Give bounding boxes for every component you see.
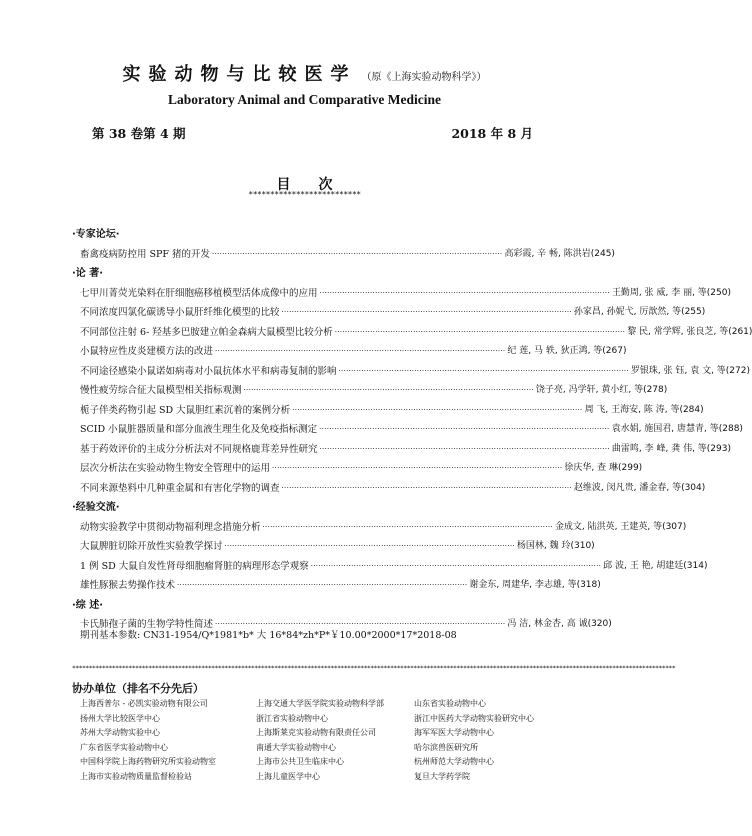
volume-issue: 第 38 卷第 4 期 — [92, 126, 186, 141]
article-title: 卡氏肺孢子菌的生物学特性简述 — [80, 619, 214, 630]
toc-entry[interactable] — [72, 303, 706, 323]
co-organizer-unit: 哈尔滨兽医研究所 — [414, 742, 478, 752]
article-title: 雄性豚猴去势操作技术 — [80, 580, 176, 591]
dot-leader: ··················································································································· — [212, 249, 503, 258]
toc-entry[interactable] — [72, 401, 704, 421]
article-authors-page: 金成文, 陆洪英, 王建英, 等(307) — [554, 521, 687, 532]
journal-parameters: 期刊基本参数: CN31-1954/Q*1981*b* 大 16*84*zh*P*￥10.00*2000*17*2018-08 — [80, 630, 457, 641]
article-title: 七甲川菁荧光染料在肝细胞癌移植模型活体成像中的应用 — [80, 287, 318, 299]
article-authors-page: 周 飞, 王海安, 陈 涛, 等(284) — [584, 404, 704, 415]
article-title: 动物实验教学中贯彻动物福利理念措施分析 — [80, 521, 261, 533]
toc-entry[interactable] — [72, 537, 595, 557]
article-authors-page: 黎 民, 常学辉, 张良芝, 等(261) — [627, 326, 752, 337]
article-authors-page: 冯 洁, 林金杏, 高 诚(320) — [507, 619, 612, 629]
article-title: 大鼠脾脏切除开放性实验教学探讨 — [80, 541, 223, 552]
article-authors-page: 王勤周, 张 威, 李 丽, 等(250) — [611, 287, 731, 298]
journal-title-en: Laboratory Animal and Comparative Medicine — [168, 92, 441, 107]
dot-leader: ··················································································································· — [281, 483, 572, 492]
toc-title: 目次 — [276, 177, 361, 193]
article-authors-page: 曲雷鸣, 李 峰, 龚 伟, 等(293) — [611, 443, 731, 454]
co-organizer-unit: 中国科学院上海药物研究所实验动物室 — [80, 757, 216, 767]
article-title: 基于药效评价的主成分分析法对不同规格鹿茸差异性研究 — [80, 443, 318, 455]
table-of-contents — [72, 225, 752, 635]
article-title: 小鼠特应性皮炎建模方法的改进 — [80, 346, 214, 357]
co-organizer-unit: 广东省医学实验动物中心 — [80, 742, 168, 752]
dot-leader: ··················································································································· — [224, 542, 515, 550]
co-organizers-title: 协办单位（排名不分先后） — [72, 682, 204, 695]
article-title: 层次分析法在实验动物生物安全管理中的运用 — [80, 463, 271, 474]
toc-entry[interactable] — [72, 557, 708, 577]
toc-entry[interactable] — [72, 518, 687, 538]
dot-leader: ··················································································································· — [338, 366, 629, 375]
toc-entry[interactable] — [72, 381, 668, 401]
co-organizer-unit: 苏州大学动物实验中心 — [80, 728, 160, 738]
article-authors-page: 袁水娟, 施国君, 唐慧青, 等(288) — [611, 424, 743, 434]
co-organizer-unit: 上海斯莱克实验动物有限责任公司 — [256, 728, 376, 738]
toc-section-heading: ·经验交流· — [72, 502, 120, 513]
article-title: 1 例 SD 大鼠自发性肾母细胞瘤肾脏的病理形态学观察 — [80, 560, 309, 572]
co-organizer-unit: 上海市公共卫生临床中心 — [256, 757, 344, 767]
dot-leader: ··················································································································· — [215, 620, 506, 628]
co-organizer-unit: 上海西普尔 - 必凯实验动物有限公司 — [80, 699, 208, 708]
article-authors-page: 罗银珠, 张 钰, 袁 文, 等(272) — [630, 365, 750, 376]
dot-leader: ··················································································································· — [292, 405, 583, 414]
co-organizer-unit: 上海市实验动物质量监督检验站 — [80, 771, 192, 781]
co-organizer-unit: 海军军医大学动物中心 — [414, 728, 494, 738]
co-organizer-unit: 复旦大学药学院 — [414, 771, 470, 781]
dot-leader: ··················································································································· — [215, 347, 506, 355]
dot-leader: ··················································································································· — [310, 561, 602, 570]
toc-entry[interactable] — [72, 323, 752, 343]
toc-entry[interactable] — [72, 440, 731, 460]
co-organizer-unit: 浙江省实验动物中心 — [256, 713, 328, 723]
article-authors-page: 孙家昌, 孙妮弋, 厉歆然, 等(255) — [573, 307, 706, 317]
toc-entry[interactable] — [72, 284, 731, 304]
co-organizer-unit: 上海交通大学医学院实验动物科学部 — [256, 699, 384, 708]
article-title: 慢性疲劳综合征大鼠模型相关指标观测 — [80, 385, 242, 396]
toc-entry[interactable] — [72, 479, 706, 499]
toc-section-heading: ·综 述· — [72, 599, 104, 611]
article-title: 不同部位注射 6- 羟基多巴胺建立帕金森病大鼠模型比较分析 — [80, 326, 333, 338]
toc-entry[interactable] — [72, 245, 615, 265]
issue-date: 2018 年 8 月 — [451, 126, 533, 141]
co-organizer-unit: 山东省实验动物中心 — [414, 699, 486, 708]
article-title: 栀子伴类药物引起 SD 大鼠胆红素沉着的案例分析 — [80, 404, 291, 416]
dot-leader: ··················································································································· — [262, 522, 553, 531]
former-name: （原《上海实验动物科学》） — [361, 72, 487, 83]
toc-entry[interactable] — [72, 420, 743, 440]
article-authors-page: 赵维波, 闵凡贵, 潘金春, 等(304) — [573, 482, 706, 493]
toc-entry[interactable] — [72, 362, 750, 382]
journal-name: 实验动物与比较医学 — [122, 64, 357, 85]
journal-title-cn — [0, 60, 609, 86]
dot-leader: ··················································································································· — [243, 386, 534, 394]
article-authors-page: 高彩霞, 辛 畅, 陈洪岩(245) — [504, 248, 615, 259]
toc-title-underline: ************************** — [248, 190, 361, 199]
article-authors-page: 纪 莲, 马 轶, 狄正鸿, 等(267) — [507, 346, 627, 356]
dot-leader: ··················································································································· — [177, 581, 468, 589]
toc-section-heading: ·专家论坛· — [72, 229, 120, 240]
toc-entry[interactable] — [72, 459, 643, 479]
article-title: 畜禽疫病防控用 SPF 猪的开发 — [80, 248, 211, 260]
article-title: 不同浓度四氯化碳诱导小鼠肝纤维化模型的比较 — [80, 307, 280, 318]
article-title: SCID 小鼠脏器质量和部分血液生理生化及免疫指标测定 — [80, 424, 318, 435]
star-divider: ************************************************************************************************************************************************************************************** — [72, 664, 676, 672]
dot-leader: ··················································································································· — [319, 425, 610, 433]
co-organizer-unit: 上海儿童医学中心 — [256, 771, 320, 781]
article-authors-page: 邱 波, 王 艳, 胡建廷(314) — [603, 560, 708, 571]
toc-section-heading: ·论 著· — [72, 268, 104, 279]
co-organizers-list — [80, 697, 560, 784]
article-title: 不同来源垫料中几种重金属和有害化学物的调查 — [80, 482, 280, 494]
toc-entry[interactable] — [72, 342, 627, 362]
article-authors-page: 谢金东, 周建华, 李志雄, 等(318) — [469, 580, 601, 590]
co-organizer-unit: 杭州师范大学动物中心 — [414, 757, 494, 767]
dot-leader: ··················································································································· — [319, 288, 610, 297]
article-authors-page: 杨国林, 魏 玲(310) — [516, 541, 595, 551]
co-organizer-unit: 南通大学实验动物中心 — [256, 742, 336, 752]
dot-leader: ··················································································································· — [319, 444, 610, 453]
article-title: 不同途径感染小鼠诺如病毒对小鼠抗体水平和病毒复制的影响 — [80, 365, 337, 377]
dot-leader: ··················································································································· — [272, 464, 563, 472]
co-organizer-unit: 扬州大学比较医学中心 — [80, 713, 160, 723]
toc-entry[interactable] — [72, 576, 601, 596]
dot-leader: ··················································································································· — [334, 327, 626, 336]
article-authors-page: 徐庆华, 查 琳(299) — [564, 463, 643, 473]
dot-leader: ··················································································································· — [281, 308, 572, 316]
article-authors-page: 饶子亮, 冯学轩, 黄小红, 等(278) — [535, 385, 668, 395]
co-organizer-unit: 浙江中医药大学动物实验研究中心 — [414, 713, 534, 723]
